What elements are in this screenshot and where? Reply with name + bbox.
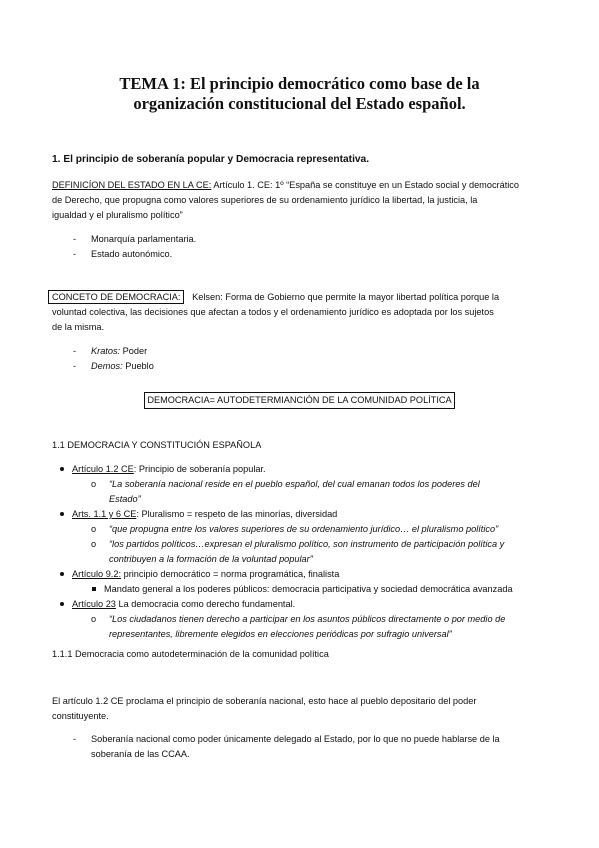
- bullet-marker: [60, 572, 64, 576]
- circle-marker: o: [91, 524, 97, 534]
- circle-marker: o: [91, 479, 97, 489]
- kratos-item: [91, 344, 147, 358]
- kratos-meaning: Poder: [120, 346, 148, 356]
- article-ref: Artículo 23: [72, 599, 116, 609]
- circle-marker: o: [91, 539, 97, 549]
- paragraph-line-2: constituyente.: [52, 711, 109, 721]
- dash-marker: -: [73, 346, 77, 356]
- demos-term: Demos:: [91, 361, 123, 371]
- bullet-arts-1-1-6: [72, 507, 337, 521]
- demos-item: [91, 359, 154, 373]
- article-ref: Arts. 1.1 y 6 CE: [72, 509, 137, 519]
- dash-marker: -: [73, 361, 77, 371]
- demos-meaning: Pueblo: [122, 361, 154, 371]
- bullet-marker: [60, 512, 64, 516]
- square-marker: [92, 587, 96, 591]
- definition-text-1: Artículo 1. CE: 1º “España se constituye en un Estado social y democrático: [211, 180, 520, 190]
- dash-marker: -: [73, 734, 77, 744]
- circle-marker: o: [91, 614, 97, 624]
- democracy-definition-box: DEMOCRACIA= AUTODETERMIANCIÓN DE LA COMUNIDAD POLÍTICA: [144, 392, 455, 409]
- definition-line-2: de Derecho, que propugna como valores superiores de su ordenamiento jurídico la libertad, la justicia, la: [52, 195, 478, 205]
- bullet-text: : Principio de soberanía popular.: [133, 464, 266, 474]
- definition-line-1: [52, 178, 519, 192]
- title-line-1: TEMA 1: El principio democrático como base de la: [119, 74, 480, 93]
- section-1-1-1-heading: 1.1.1 Democracia como autodeterminación de la comunidad política: [52, 649, 329, 659]
- section-1-heading: 1. El principio de soberanía popular y Democracia representativa.: [52, 154, 370, 165]
- dash-item-monarquia: Monarquía parlamentaria.: [91, 234, 197, 244]
- quote-partidos-line-2: contribuyen a la formación de la voluntad popular”: [109, 554, 313, 564]
- quote-partidos-line-1: “los partidos políticos…expresan el pluralismo político, son instrumento de participación política y: [109, 539, 505, 549]
- dash-marker: -: [73, 249, 77, 259]
- quote-1-2-line-1: “La soberanía nacional reside en el pueblo español, del cual emanan todos los poderes del: [109, 479, 480, 489]
- bullet-article-1-2: [72, 462, 266, 476]
- quote-pluralismo: “que propugna entre los valores superiores de su ordenamiento jurídico… el pluralismo político”: [109, 524, 499, 534]
- document-title: [40, 74, 559, 114]
- bullet-article-9-2: [72, 567, 339, 581]
- concepto-line-2: voluntad colectiva, las decisiones que afectan a todos y el ordenamiento jurídico es adoptada por los sujetos: [52, 307, 494, 317]
- concepto-text-1: Kelsen: Forma de Gobierno que permite la mayor libertad política porque la: [192, 292, 500, 302]
- bullet-text: : Pluralismo = respeto de las minorías, diversidad: [136, 509, 338, 519]
- definition-line-3: igualdad y el pluralismo político”: [52, 210, 183, 220]
- dash-item-estado: Estado autonómico.: [91, 249, 173, 259]
- bullet-text: La democracia como derecho fundamental.: [115, 599, 296, 609]
- concepto-label: CONCETO DE DEMOCRACIA:: [48, 290, 184, 304]
- dash-marker: -: [73, 234, 77, 244]
- bullet-marker: [60, 602, 64, 606]
- concepto-line-3: de la misma.: [52, 322, 105, 332]
- kratos-term: Kratos:: [91, 346, 121, 356]
- article-ref: Artículo 9.2:: [72, 569, 122, 579]
- paragraph-line-1: El artículo 1.2 CE proclama el principio de soberanía nacional, esto hace al pueblo depositario del poder: [52, 696, 477, 706]
- bullet-text: principio democrático = norma programática, finalista: [121, 569, 340, 579]
- bullet-marker: [60, 467, 64, 471]
- concepto-line-1: [48, 290, 499, 304]
- definition-label: DEFINICÍON DEL ESTADO EN LA CE:: [52, 180, 212, 190]
- title-line-2: organización constitucional del Estado español.: [133, 94, 466, 113]
- bullet-article-23: [72, 597, 295, 611]
- quote-23-line-1: “Los ciudadanos tienen derecho a participar en los asuntos públicos directamente o por medio de: [109, 614, 506, 624]
- section-1-1-heading: 1.1 DEMOCRACIA Y CONSTITUCIÓN ESPAÑOLA: [52, 440, 262, 450]
- quote-1-2-line-2: Estado”: [109, 494, 141, 504]
- quote-23-line-2: representantes, libremente elegidos en elecciones periódicas por sufragio universal”: [109, 629, 452, 639]
- final-dash-line-2: soberanía de las CCAA.: [91, 749, 190, 759]
- article-ref: Artículo 1.2 CE: [72, 464, 134, 474]
- mandato-text: Mandato general a los poderes públicos: democracia participativa y sociedad democrática avanzada: [104, 584, 513, 594]
- final-dash-line-1: Soberanía nacional como poder únicamente delegado al Estado, por lo que no puede hablarse de la: [91, 734, 500, 744]
